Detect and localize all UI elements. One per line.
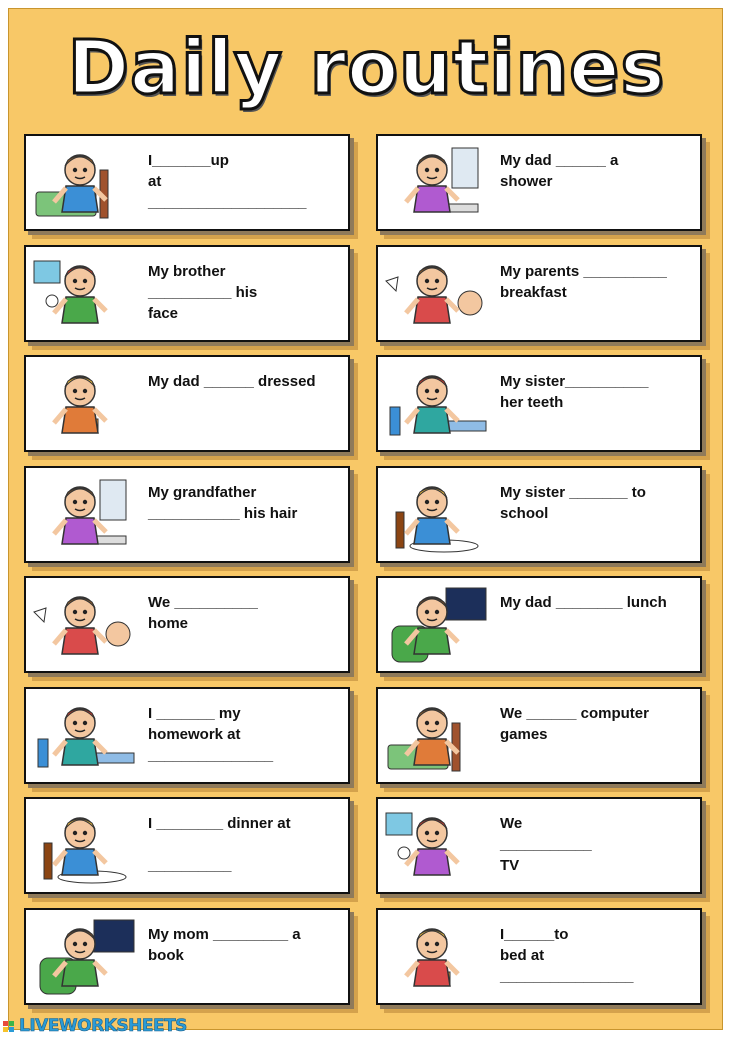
exercise-card (376, 355, 702, 452)
boy-eating-dinner-icon (30, 803, 140, 888)
exercise-sentence[interactable]: I______to bed at ________________ (500, 926, 634, 985)
exercise-card (376, 797, 702, 894)
family-watching-tv-icon (382, 803, 492, 888)
man-showering-icon (382, 140, 492, 225)
boy-washing-face-icon (30, 251, 140, 336)
exercise-card (376, 687, 702, 784)
exercise-sentence[interactable]: I ________ dinner at __________ (148, 815, 291, 874)
exercise-sentence[interactable]: My brother __________ his face (148, 263, 258, 322)
exercise-sentence[interactable]: My dad ______ a shower (500, 152, 619, 190)
dad-eating-lunch-icon (382, 582, 492, 667)
exercise-card (24, 466, 350, 563)
exercise-card (376, 576, 702, 673)
kids-running-home-icon (30, 582, 140, 667)
exercise-sentence[interactable]: My mom _________ a book (148, 926, 301, 964)
mom-reading-book-icon (30, 914, 140, 999)
exercise-card (376, 908, 702, 1005)
liveworksheets-logo-icon (2, 1019, 16, 1033)
girl-going-to-school-icon (382, 472, 492, 557)
exercise-card (376, 466, 702, 563)
exercise-sentence[interactable]: My parents __________ breakfast (500, 263, 667, 301)
boy-yawning-bed-icon (382, 914, 492, 999)
exercise-sentence[interactable]: We ______ computer games (500, 705, 649, 743)
exercise-sentence[interactable]: My dad ________ lunch (500, 594, 667, 611)
exercise-sentence[interactable]: I _______ my homework at _______________ (148, 705, 274, 764)
exercise-card (24, 576, 350, 673)
man-getting-dressed-icon (30, 361, 140, 446)
exercise-card (24, 245, 350, 342)
exercise-sentence[interactable]: My sister__________ her teeth (500, 373, 649, 411)
boy-doing-homework-icon (30, 693, 140, 778)
exercise-card (24, 797, 350, 894)
girl-brushing-teeth-icon (382, 361, 492, 446)
exercise-card (24, 908, 350, 1005)
exercise-card (376, 245, 702, 342)
boy-waking-up-icon (30, 140, 140, 225)
exercise-card (376, 134, 702, 231)
exercise-card (24, 355, 350, 452)
grandfather-combing-hair-icon (30, 472, 140, 557)
exercise-sentence[interactable]: I_______up at ___________________ (148, 152, 307, 211)
exercise-sentence[interactable]: My sister _______ to school (500, 484, 646, 522)
liveworksheets-logo[interactable] (2, 1015, 187, 1037)
exercise-card (24, 134, 350, 231)
logo-text: LIVEWORKSHEETS (19, 1016, 187, 1036)
exercise-sentence[interactable]: My grandfather ___________ his hair (148, 484, 298, 522)
exercise-sentence[interactable]: We __________ home (148, 594, 258, 632)
exercise-sentence[interactable]: My dad ______ dressed (148, 373, 316, 390)
exercise-sentence[interactable]: We ___________ TV (500, 815, 592, 874)
kids-playing-computer-icon (382, 693, 492, 778)
page-title: Daily routines (67, 25, 666, 111)
parents-eating-breakfast-icon (382, 251, 492, 336)
exercise-card (24, 687, 350, 784)
